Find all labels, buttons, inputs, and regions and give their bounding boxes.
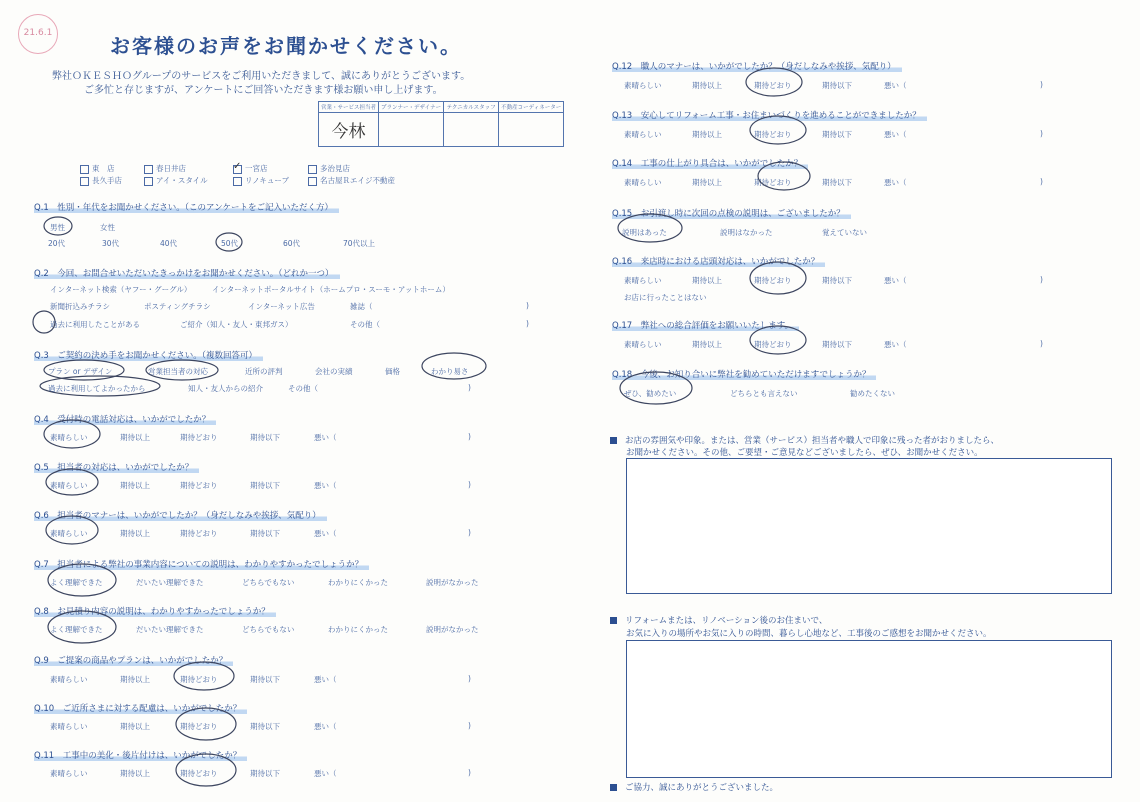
q2-opt-portal[interactable]: インターネットポータルサイト（ホームプロ・スーモ・アットホーム） xyxy=(212,285,450,294)
q17-bad-close: ) xyxy=(1040,339,1043,348)
q1-age-30[interactable]: 30代 xyxy=(102,239,120,248)
q14-bad-close: ) xyxy=(1040,177,1043,186)
q6-opt-bad[interactable]: 悪い（ xyxy=(314,529,337,538)
q11-opt-above[interactable]: 期待以上 xyxy=(120,769,150,778)
q14-opt-below[interactable]: 期待以下 xyxy=(822,178,852,187)
store-checkbox-5[interactable] xyxy=(144,175,208,186)
store-label: 東 店 xyxy=(92,164,115,173)
free2-textarea[interactable] xyxy=(626,640,1112,778)
q17-text: Q.17 弊社への総合評価をお願いいたします。 xyxy=(612,321,799,331)
q17-opt-excellent[interactable]: 素晴らしい xyxy=(624,340,662,349)
store-label: 一宮店 xyxy=(245,164,268,173)
free2-line-2: お気に入りの場所やお気に入りの時間、暮らし心地など、工事後のご感想をお聞かせください。 xyxy=(626,629,992,639)
q4-opt-bad[interactable]: 悪い（ xyxy=(314,433,337,442)
store-checkbox-4[interactable] xyxy=(80,175,122,186)
q2-opt-search[interactable]: インターネット検索（ヤフー・グーグル） xyxy=(50,285,192,294)
q16-opt-below[interactable]: 期待以下 xyxy=(822,276,852,285)
q3-opt-other[interactable]: その他（ xyxy=(288,384,318,393)
q2-opt-referral[interactable]: ご紹介（知人・友人・東邦ガス） xyxy=(180,320,293,329)
staff-name-technical[interactable] xyxy=(444,113,499,147)
store-label: リノキューブ xyxy=(245,176,290,185)
square-bullet-icon xyxy=(610,784,617,791)
intro-line-1: 弊社ＯＫＥＳＨＯグループのサービスをご利用いただきまして、誠にありがとうございます。 xyxy=(52,71,471,82)
q13-opt-expected[interactable]: 期待どおり xyxy=(754,130,792,139)
q7-opt-well[interactable]: よく理解できた xyxy=(50,578,103,587)
q9-opt-bad[interactable]: 悪い（ xyxy=(314,675,337,684)
q12-bad-close: ) xyxy=(1040,80,1043,89)
store-label: 多治見店 xyxy=(320,164,350,173)
q13-text: Q.13 安心してリフォーム工事・お住まいづくりを進めることができましたか？ xyxy=(612,111,927,121)
staff-col-planner: プランナー・デザイナー xyxy=(379,102,444,113)
q9-opt-expected[interactable]: 期待どおり xyxy=(180,675,218,684)
q8-opt-mostly[interactable]: だいたい理解できた xyxy=(136,625,204,634)
q16-opt-bad[interactable]: 悪い（ xyxy=(884,276,907,285)
q2-opt-netad[interactable]: インターネット広告 xyxy=(248,302,315,311)
q12-opt-excellent[interactable]: 素晴らしい xyxy=(624,81,662,90)
store-label: 名古屋Ｒエイジ不動産 xyxy=(320,176,395,185)
q13-bad-close: ) xyxy=(1040,129,1043,138)
q16-opt-above[interactable]: 期待以上 xyxy=(692,276,722,285)
store-checkbox-3[interactable] xyxy=(308,163,350,174)
staff-col-realestate: 不動産コーディネーター xyxy=(499,102,564,113)
q13-opt-bad[interactable]: 悪い（ xyxy=(884,130,907,139)
q4-opt-expected[interactable]: 期待どおり xyxy=(180,433,218,442)
q2-text: Q.2 今回、お問合せいただいたきっかけをお聞かせください。（どれか一つ） xyxy=(34,269,340,279)
q10-opt-bad[interactable]: 悪い（ xyxy=(314,722,337,731)
q7-opt-none[interactable]: 説明がなかった xyxy=(426,578,479,587)
q12-text: Q.12 職人のマナーは、いかがでしたか？（身だしなみや挨拶、気配り） xyxy=(612,62,902,72)
q9-opt-below[interactable]: 期待以下 xyxy=(250,675,280,684)
q17-opt-bad[interactable]: 悪い（ xyxy=(884,340,907,349)
staff-name-realestate[interactable] xyxy=(499,113,564,147)
q16-bad-close: ) xyxy=(1040,275,1043,284)
store-checkbox-1[interactable] xyxy=(144,163,186,174)
q3-text: Q.3 ご契約の決め手をお聞かせください。（複数回答可） xyxy=(34,351,263,361)
q12-opt-expected[interactable]: 期待どおり xyxy=(754,81,792,90)
q6-bad-close: ) xyxy=(468,528,471,537)
q12-opt-above[interactable]: 期待以上 xyxy=(692,81,722,90)
q2-opt-other[interactable]: その他（ xyxy=(350,320,380,329)
q1-sex-male[interactable]: 男性 xyxy=(50,223,65,232)
q13-opt-excellent[interactable]: 素晴らしい xyxy=(624,130,662,139)
staff-col-technical: テクニカルスタッフ xyxy=(444,102,499,113)
q15-text: Q.15 お引渡し時に次回の点検の説明は、ございましたか？ xyxy=(612,209,851,219)
q10-opt-expected[interactable]: 期待どおり xyxy=(180,722,218,731)
square-bullet-icon xyxy=(610,437,617,444)
q2-opt-past-use[interactable]: 過去に利用したことがある xyxy=(50,320,140,329)
q2-opt-posting[interactable]: ポスティングチラシ xyxy=(144,302,211,311)
q10-opt-below[interactable]: 期待以下 xyxy=(250,722,280,731)
q4-text: Q.4 受付時の電話対応は、いかがでしたか？ xyxy=(34,415,216,425)
q15-opt-yes[interactable]: 説明はあった xyxy=(622,228,667,237)
q9-opt-excellent[interactable]: 素晴らしい xyxy=(50,675,88,684)
q6-opt-above[interactable]: 期待以上 xyxy=(120,529,150,538)
q8-text: Q.8 お見積り内容の説明は、わかりやすかったでしょうか？ xyxy=(34,607,276,617)
q7-opt-neutral[interactable]: どちらでもない xyxy=(242,578,295,587)
q10-opt-excellent[interactable]: 素晴らしい xyxy=(50,722,88,731)
q3-opt-price[interactable]: 価格 xyxy=(385,367,400,376)
q9-bad-close: ) xyxy=(468,674,471,683)
q3-opt-past[interactable]: 過去に利用してよかったから xyxy=(48,384,146,393)
q16-text: Q.16 来店時における店頭対応は、いかがでしたか？ xyxy=(612,257,825,267)
q1-age-60[interactable]: 60代 xyxy=(283,239,301,248)
q14-opt-excellent[interactable]: 素晴らしい xyxy=(624,178,662,187)
q17-opt-above[interactable]: 期待以上 xyxy=(692,340,722,349)
q4-opt-above[interactable]: 期待以上 xyxy=(120,433,150,442)
q1-age-50[interactable]: 50代 xyxy=(221,239,239,248)
free1-line-1: お店の雰囲気や印象。または、営業（サービス）担当者や職人で印象に残った者がおりましたら、 xyxy=(625,436,1000,446)
q3-opt-clarity[interactable]: わかり易さ xyxy=(431,367,469,376)
q16-opt-expected[interactable]: 期待どおり xyxy=(754,276,792,285)
store-label: 春日井店 xyxy=(156,164,186,173)
q1-age-70[interactable]: 70代以上 xyxy=(343,239,376,248)
q12-opt-below[interactable]: 期待以下 xyxy=(822,81,852,90)
q5-opt-expected[interactable]: 期待どおり xyxy=(180,481,218,490)
page-title: お客様のお声をお聞かせください。 xyxy=(110,34,462,58)
q3-other-close: ) xyxy=(468,383,471,392)
q15-opt-no[interactable]: 説明はなかった xyxy=(720,228,773,237)
staff-name-sales[interactable]: 今林 xyxy=(319,113,379,147)
q1-age-20[interactable]: 20代 xyxy=(48,239,66,248)
q17-opt-expected[interactable]: 期待どおり xyxy=(754,340,792,349)
footer-text: ご協力、誠にありがとうございました。 xyxy=(625,783,779,793)
intro-line-2: ご多忙と存じますが、アンケートにご回答いただきます様お願い申し上げます。 xyxy=(84,85,443,96)
q2-magazine-close: ) xyxy=(526,301,529,310)
q2-opt-newspaper[interactable]: 新聞折込みチラシ xyxy=(50,302,110,311)
q18-opt-no[interactable]: 勧めたくない xyxy=(850,389,895,398)
staff-table xyxy=(318,101,564,147)
q17-opt-below[interactable]: 期待以下 xyxy=(822,340,852,349)
q15-opt-forgot[interactable]: 覚えていない xyxy=(822,228,867,237)
q5-text: Q.5 担当者の対応は、いかがでしたか？ xyxy=(34,463,199,473)
q11-opt-expected[interactable]: 期待どおり xyxy=(180,769,218,778)
store-label: 長久手店 xyxy=(92,176,122,185)
q11-opt-excellent[interactable]: 素晴らしい xyxy=(50,769,88,778)
store-checkbox-7[interactable] xyxy=(308,175,395,186)
staff-col-sales: 営業・サービス担当者 xyxy=(319,102,379,113)
q3-opt-record[interactable]: 会社の実績 xyxy=(315,367,353,376)
q8-opt-none[interactable]: 説明がなかった xyxy=(426,625,479,634)
q7-opt-hard[interactable]: わかりにくかった xyxy=(328,578,388,587)
q3-opt-sales[interactable]: 営業担当者の対応 xyxy=(148,367,208,376)
free1-textarea[interactable] xyxy=(626,458,1112,594)
q4-bad-close: ) xyxy=(468,432,471,441)
q11-bad-close: ) xyxy=(468,768,471,777)
footer-thanks xyxy=(610,781,778,793)
q9-opt-above[interactable]: 期待以上 xyxy=(120,675,150,684)
date-stamp: 21.6.1 xyxy=(18,14,58,54)
q10-text: Q.10 ご近所さまに対する配慮は、いかがでしたか？ xyxy=(34,704,247,714)
q7-opt-mostly[interactable]: だいたい理解できた xyxy=(136,578,204,587)
q5-opt-excellent[interactable]: 素晴らしい xyxy=(50,481,88,490)
q10-opt-above[interactable]: 期待以上 xyxy=(120,722,150,731)
q6-opt-below[interactable]: 期待以下 xyxy=(250,529,280,538)
q13-opt-above[interactable]: 期待以上 xyxy=(692,130,722,139)
q8-opt-well[interactable]: よく理解できた xyxy=(50,625,103,634)
q18-opt-neutral[interactable]: どちらとも言えない xyxy=(730,389,798,398)
q2-opt-magazine[interactable]: 雑誌（ xyxy=(350,302,373,311)
store-checkbox-0[interactable] xyxy=(80,163,115,174)
q3-opt-reputation[interactable]: 近所の評判 xyxy=(245,367,283,376)
free2-line-1: リフォームまたは、リノベーション後のお住まいで、 xyxy=(625,616,828,626)
q3-opt-plan[interactable]: プラン or デザイン xyxy=(48,367,113,376)
q14-opt-bad[interactable]: 悪い（ xyxy=(884,178,907,187)
q5-opt-bad[interactable]: 悪い（ xyxy=(314,481,337,490)
q5-opt-above[interactable]: 期待以上 xyxy=(120,481,150,490)
q10-bad-close: ) xyxy=(468,721,471,730)
q1-text: Q.1 性別・年代をお聞かせください。（このアンケートをご記入いただく方） xyxy=(34,203,339,213)
q3-opt-friend[interactable]: 知人・友人からの紹介 xyxy=(188,384,263,393)
q11-opt-below[interactable]: 期待以下 xyxy=(250,769,280,778)
q16-opt-excellent[interactable]: 素晴らしい xyxy=(624,276,662,285)
store-checkbox-2[interactable] xyxy=(233,163,268,174)
q9-text: Q.9 ご提案の商品やプランは、いかがでしたか？ xyxy=(34,656,233,666)
store-checkbox-6[interactable] xyxy=(233,175,289,186)
q4-opt-excellent[interactable]: 素晴らしい xyxy=(50,433,88,442)
q2-other-close: ) xyxy=(526,319,529,328)
staff-name-planner[interactable] xyxy=(379,113,444,147)
q14-text: Q.14 工事の仕上がり具合は、いかがでしたか？ xyxy=(612,159,808,169)
q13-opt-below[interactable]: 期待以下 xyxy=(822,130,852,139)
q8-opt-neutral[interactable]: どちらでもない xyxy=(242,625,295,634)
square-bullet-icon xyxy=(610,617,617,624)
q7-text: Q.7 担当者による弊社の事業内容についての説明は、わかりやすかったでしょうか？ xyxy=(34,560,369,570)
q16-opt-never-visited[interactable]: お店に行ったことはない xyxy=(624,293,707,302)
free1-line-2: お聞かせください。その他、ご要望・ご意見などございましたら、ぜひ、お聞かせください。 xyxy=(626,448,983,458)
q11-opt-bad[interactable]: 悪い（ xyxy=(314,769,337,778)
q11-text: Q.11 工事中の美化・後片付けは、いかがでしたか？ xyxy=(34,751,247,761)
q5-opt-below[interactable]: 期待以下 xyxy=(250,481,280,490)
q18-text: Q.18 今後、お知り合いに弊社を勧めていただけますでしょうか？ xyxy=(612,370,876,380)
q8-opt-hard[interactable]: わかりにくかった xyxy=(328,625,388,634)
free1-prompt xyxy=(610,434,999,446)
free2-prompt xyxy=(610,614,827,626)
q6-opt-expected[interactable]: 期待どおり xyxy=(180,529,218,538)
q18-opt-yes[interactable]: ぜひ、勧めたい xyxy=(624,389,677,398)
q6-opt-excellent[interactable]: 素晴らしい xyxy=(50,529,88,538)
q6-text: Q.6 担当者のマナーは、いかがでしたか？（身だしなみや挨拶、気配り） xyxy=(34,511,327,521)
q1-sex-female[interactable]: 女性 xyxy=(100,223,115,232)
q4-opt-below[interactable]: 期待以下 xyxy=(250,433,280,442)
q12-opt-bad[interactable]: 悪い（ xyxy=(884,81,907,90)
q14-opt-above[interactable]: 期待以上 xyxy=(692,178,722,187)
q14-opt-expected[interactable]: 期待どおり xyxy=(754,178,792,187)
store-label: アイ・スタイル xyxy=(156,176,208,185)
q5-bad-close: ) xyxy=(468,480,471,489)
q1-age-40[interactable]: 40代 xyxy=(160,239,178,248)
